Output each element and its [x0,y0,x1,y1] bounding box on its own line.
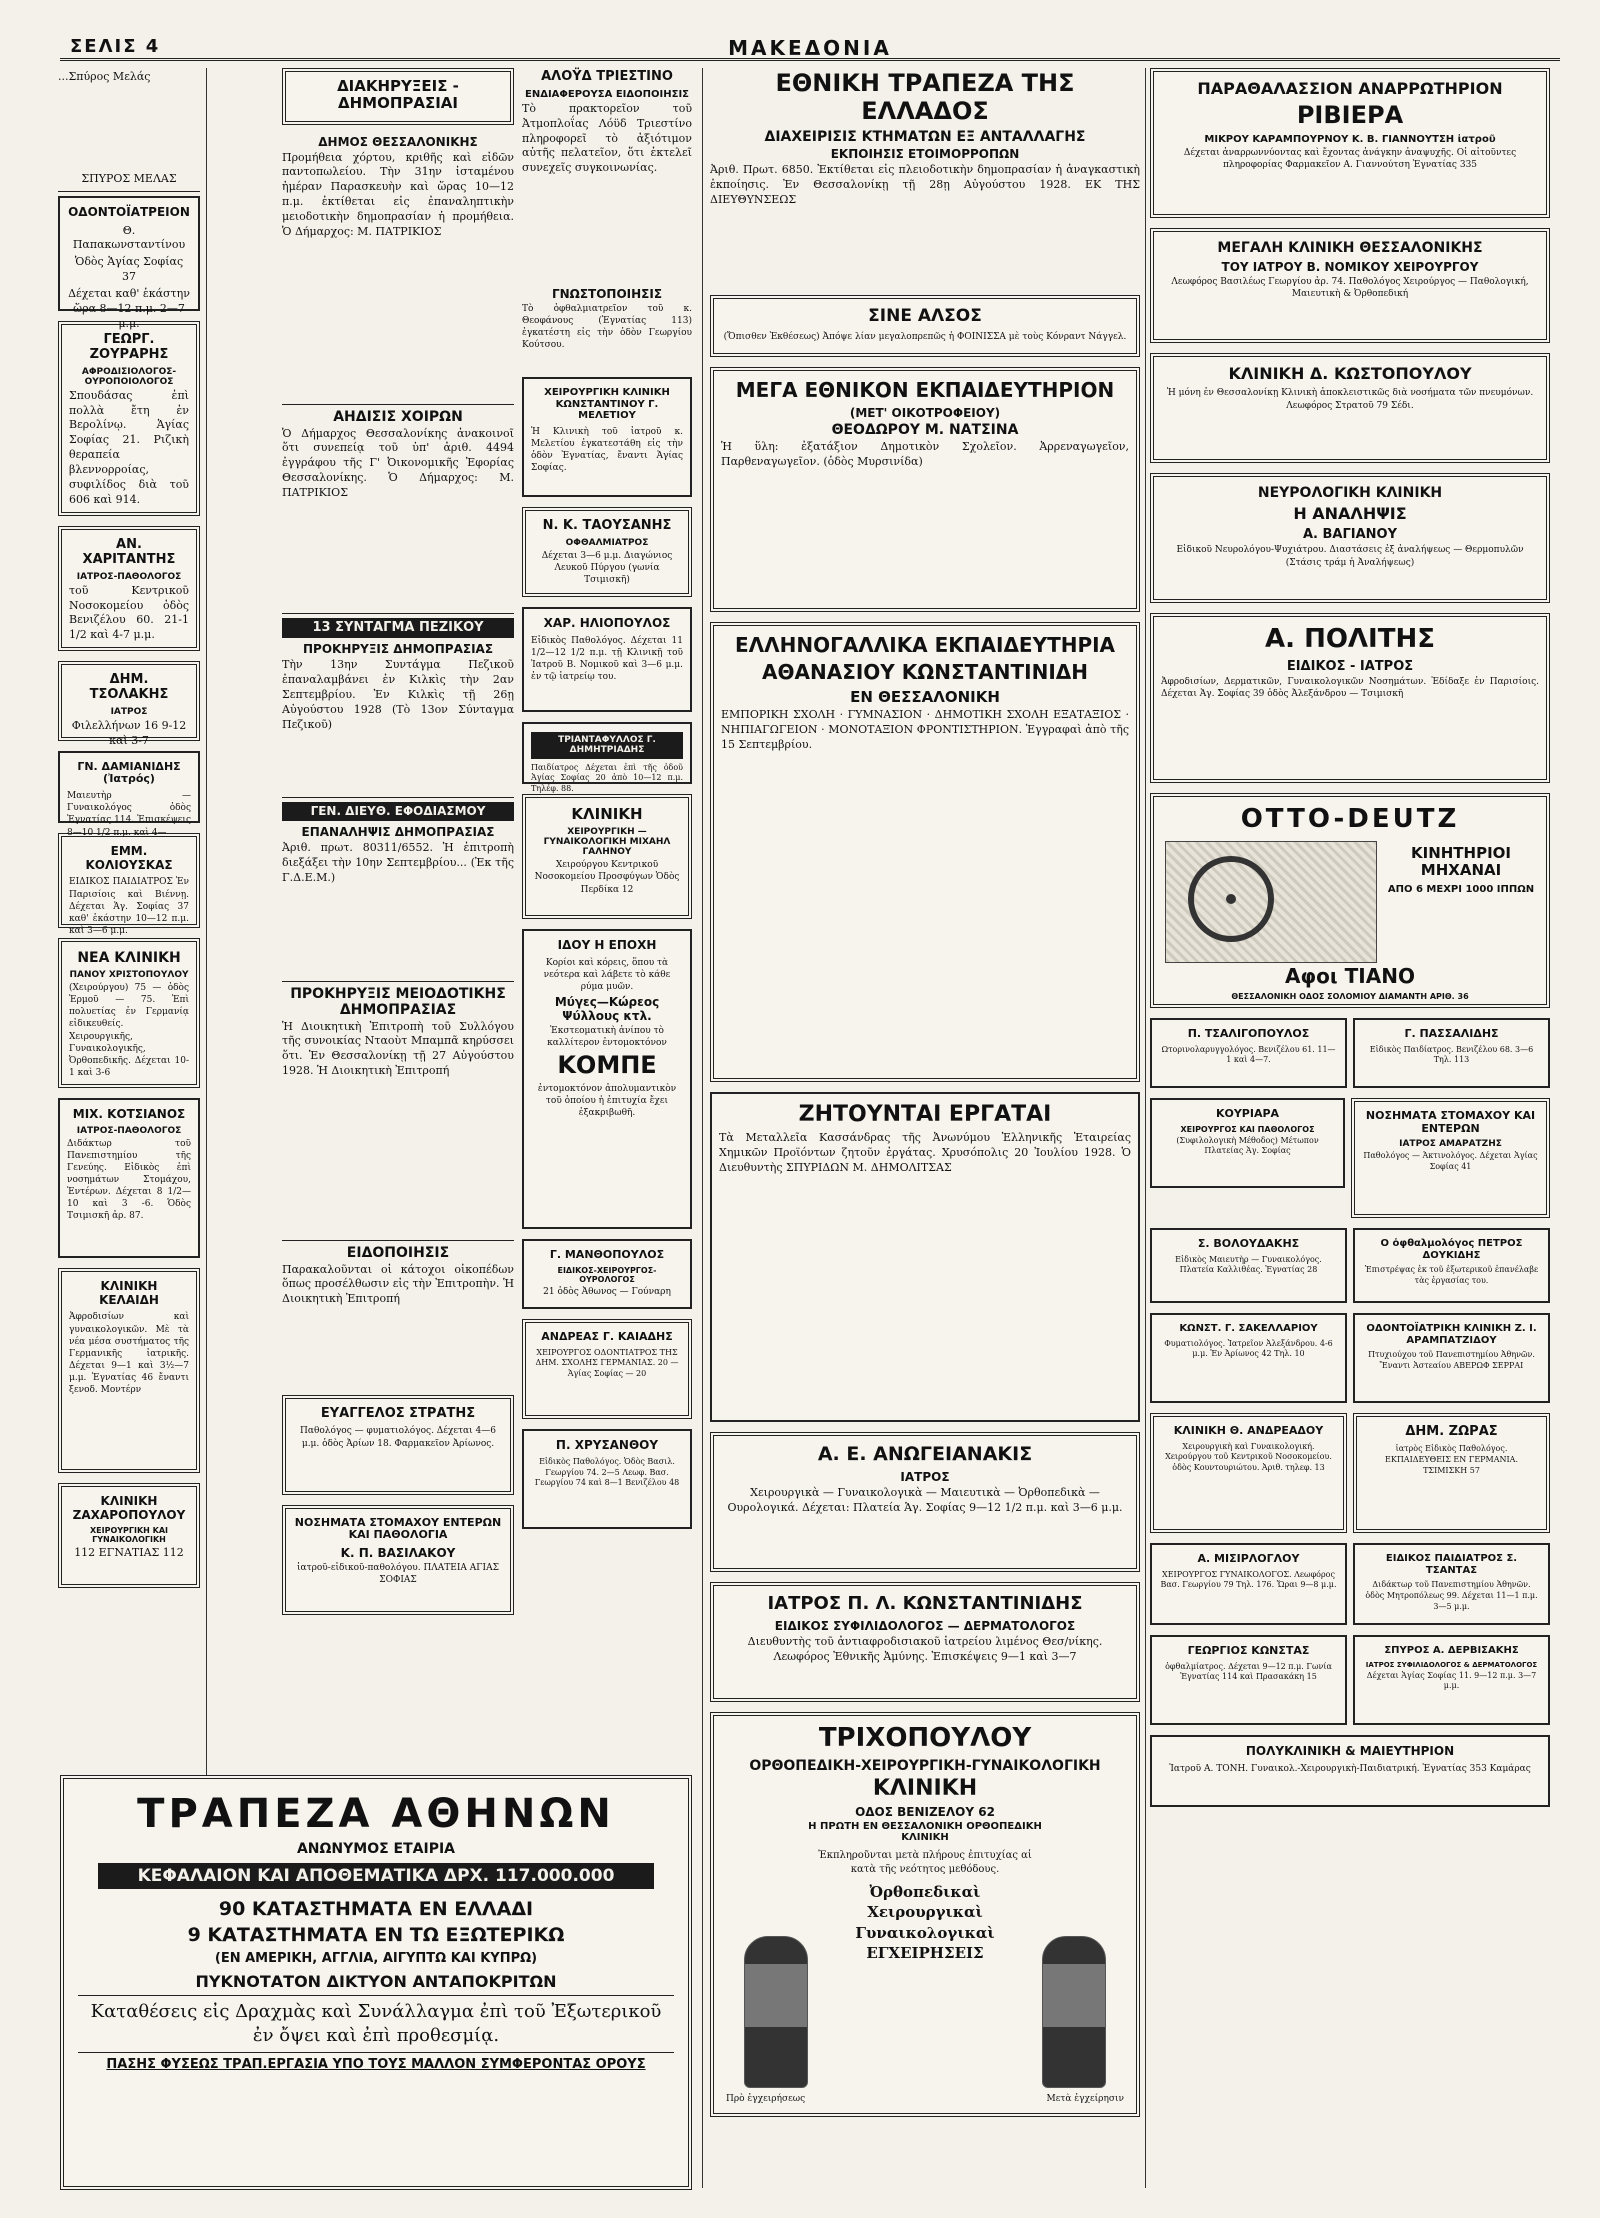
ad-address: ΟΔΟΣ ΒΕΝΙΖΕΛΟΥ 62 [855,1805,995,1820]
notice-body: Τὸ ὀφθαλμιατρεῖον τοῦ κ. Θεοφάνους (Ἐγνατίας 113) ἐγκατέστη εἰς τὴν ὁδὸν Γεωργίου Κούτσου. [522,304,692,351]
ad-row [1150,1313,1550,1413]
ad-title: Α. ΠΟΛΙΤΗΣ [1265,624,1435,654]
ad-row [1150,1635,1550,1735]
ad-title: ΑΝΔΡΕΑΣ Γ. ΚΑΙΑΔΗΣ [541,1330,673,1343]
ad-body: Δέχεται Ἁγίας Σοφίας 11. 9—12 π.μ. 3—7 μ.μ. [1366,1670,1537,1691]
ad-dukidis [1353,1228,1550,1303]
ad-body: Ἡ Κλινικὴ τοῦ ἰατροῦ κ. Μελετίου ἐγκατεστάθη εἰς τὴν ὁδὸν Ἐγνατίας, ἔναντι Ἁγίας Σοφίας. [531,426,683,473]
divider [282,1240,514,1241]
ad-title: ΚΟΥΡΙΑΡΑ [1215,1107,1280,1120]
ad-national-bank [710,70,1140,295]
ad-title: Π. ΤΣΑΛΙΓΟΠΟΥΛΟΣ [1187,1027,1310,1040]
ad-title: Γ. ΜΑΝΘΟΠΟΥΛΟΣ [549,1248,665,1261]
ad-subtitle: ΕΙΔΙΚΟΣ - ΙΑΤΡΟΣ [1286,658,1414,674]
ad-title: ΝΕΑ ΚΛΙΝΙΚΗ [77,949,181,966]
ad-body: Σπουδάσας ἐπὶ πολλὰ ἔτη ἐν Βερολίνῳ. Ἁγίας Σοφίας 21. Ριζικὴ θεραπεία βλεννορροίας, συφιλίδος διὰ τοῦ 606 καὶ 914. [69,388,189,506]
ad-body: Ωτορινολαρυγγολόγος. Βενιζέλου 61. 11—1 καὶ 4—7. [1161,1044,1336,1065]
ad-title: ΤΡΙΑΝΤΑΦΥΛΛΟΣ Γ. ΔΗΜΗΤΡΙΑΔΗΣ [531,732,683,759]
ad-title: Α. Ε. ΑΝΩΓΕΙΑΝΑΚΙΣ [817,1443,1033,1465]
ad-title: ΟΔΟΝΤΟΪΑΤΡΙΚΗ ΚΛΙΝΙΚΗ Ζ. Ι. ΑΡΑΜΠΑΤΖΙΔΟΥ [1366,1323,1537,1346]
column-3 [710,68,1140,2127]
ad-vasilakou [282,1505,514,1615]
ad-body: Ἐπιστρέψας ἐκ τοῦ ἐξωτερικοῦ ἐπανέλαβε τὰς ἐργασίας του. [1364,1265,1539,1285]
ad-body: 21 ὁδὸς Ἀθωνος — Γούναρη [543,1286,671,1297]
ad-title: ΝΟΣΗΜΑΤΑ ΣΤΟΜΑΧΟΥ ΚΑΙ ΕΝΤΕΡΩΝ [1365,1109,1536,1135]
bank-branches-greece: 90 ΚΑΤΑΣΤΗΜΑΤΑ ΕΝ ΕΛΛΑΔΙ [218,1898,534,1920]
ad-manthopoulos [522,1239,692,1309]
ad-footer: Ὀρθοπεδικαὶ Χειρουργικαὶ Γυναικολογικαὶ ΕΓΧΕΙΡΗΣΕΙΣ [855,1883,995,1962]
ad-natsina-school [710,367,1140,612]
column-divider [1145,68,1146,2188]
ad-subtitle: Κ. Π. ΒΑΣΙΛΑΚΟΥ [340,1545,456,1560]
page-number: ΣΕΛΙΣ 4 [70,36,161,57]
ad-title: ΔΗΜ. ΖΩΡΑΣ [1405,1424,1498,1439]
ad-title: ΕΘΝΙΚΗ ΤΡΑΠΕΖΑ ΤΗΣ ΕΛΛΑΔΟΣ [775,69,1075,125]
ad-body: Ἐκπληροῦνται μετὰ πλήρους ἐπιτυχίας αἱ κατὰ τῆς νεότητος μεθόδους. [818,1850,1032,1875]
ad-body: Δέχεται ἀναρρωννύοντας καὶ ἔχοντας ἀνάγκην ἀναψυχῆς. Οἱ αἰτοῦντες πληροφορίας Φαρμακεῖον Α. Γιαννούτση Ἐγνατίας 335 [1183,147,1517,171]
ad-row [1150,1098,1550,1228]
ad-title: ΕΙΔΙΚΟΣ ΠΑΙΔΙΑΤΡΟΣ Σ. ΤΣΑΝΤΑΣ [1385,1553,1518,1576]
ad-title: ΟΔΟΝΤΟΪΑΤΡΕΙΟΝ [68,204,190,219]
ad-subtitle-2: ΕΚΠΟΙΗΣΙΣ ΕΤΟΙΜΟΡΡΟΠΩΝ [830,147,1020,162]
ad-body: (Συφιλολογικὴ Μέθοδος) Μέτωπον Πλατείας Ἁγ. Σοφίας [1176,1135,1319,1156]
product-name: ΚΟΜΠΕ [557,1050,657,1079]
ad-title: ΓΕΩΡΓ. ΖΟΥΡΑΡΗΣ [89,331,169,362]
ad-body: Χειρούργου Κεντρικοῦ Νοσοκομείου Προσφύγων Ὁδὸς Περδίκα 12 [534,860,680,895]
ad-subtitle-2: ΜΙΚΡΟΥ ΚΑΡΑΜΠΟΥΡΝΟΥ Κ. Β. ΓΙΑΝΝΟΥΤΣΗ ἰατροῦ [1204,133,1496,145]
ad-neuro-clinic [1150,473,1550,603]
ad-body: Ἡ ὕλη: ἐξατάξιον Δημοτικὸν Σχολεῖον. Ἀρρεναγωγεῖον, Παρθεναγωγεῖον. (ὁδὸς Μυρσινίδα) [721,440,1129,468]
ad-subtitle-2: Α. ΒΑΓΙΑΝΟΥ [1302,527,1398,543]
ad-toni-polyclinic [1150,1735,1550,1807]
ad-address: 112 ΕΓΝΑΤΙΑΣ 112 [74,1546,184,1560]
ad-title: ΕΛΛΗΝΟΓΑΛΛΙΚΑ ΕΚΠΑΙΔΕΥΤΗΡΙΑ [734,633,1116,657]
article-signature: ΣΠΥΡΟΣ ΜΕΛΑΣ [81,172,177,185]
ad-address: ΘΕΣΣΑΛΟΝΙΚΗ ΟΔΟΣ ΣΟΛΟΜΙΟΥ ΔΙΑΜΑΝΤΗ ΑΡΙΘ. 36 [1231,991,1469,1001]
ad-title: ΝΕΥΡΟΛΟΓΙΚΗ ΚΛΙΝΙΚΗ [1257,485,1443,501]
ad-row [1150,1228,1550,1313]
ad-subtitle: ΤΟΥ ΙΑΤΡΟΥ Β. ΝΟΜΙΚΟΥ ΧΕΙΡΟΥΡΓΟΥ [1221,260,1479,275]
ad-body: Διδάκτωρ τοῦ Πανεπιστημίου τῆς Γενεύης. Εἰδικὸς ἐπὶ νοσημάτων Στομάχου, Ἐντέρων. Δέχεται 8 1/2—10 καὶ 3 -6. Ὁδὸς Τσιμισκῆ ἀρ. 87. [67,1138,191,1222]
ad-title: Π. ΧΡΥΣΑΝΘΟΥ [555,1438,659,1452]
ad-subtitle-2: ΚΛΙΝΙΚΗ [872,1775,978,1801]
ad-address: Ὁδὸς Ἁγίας Σοφίας 37 [74,255,184,284]
ad-body: Κορίοι καὶ κόρεις, ὅπου τὰ νεότερα καὶ λάβετε τὸ κάθε ρύμα μυῶν. [543,957,671,993]
ad-body: Ἀριθ. Πρωτ. 6850. Ἐκτίθεται εἰς πλειοδοτικὴν δημοπρασίαν ἡ ἀναγκαστικὴ ἐκποίησις. Ἐν Θεσσαλονίκῃ τῇ 28ῃ Αὐγούστου 1928. ΕΚ ΤΗΣ ΔΙΕΥΘΥΝΣΕΩΣ [710,163,1140,206]
ad-body: Πτυχιούχου τοῦ Πανεπιστημίου Ἀθηνῶν. Ἔναντι Ἀστεαίου ΑΒΕΡΩΦ ΣΕΡΡΑΙ [1368,1350,1535,1370]
ad-stratis [282,1395,514,1495]
notice-tender [282,986,514,1236]
ad-body: Διδάκτωρ τοῦ Πανεπιστημίου Ἀθηνῶν. ὁδὸς Μητροπόλεως 99. Δέχεται 11—1 π.μ. 3—5 μ.μ. [1365,1580,1538,1611]
notice-pigs [282,409,514,609]
ad-body: τοῦ Κεντρικοῦ Νοσοκομείου ὁδὸς Βενιζέλου 60. 21-1 1/2 καὶ 4-7 μ.μ. [69,583,189,642]
ad-kelaidi [58,1268,200,1473]
flywheel-icon [1188,856,1274,942]
ad-subtitle: ΠΑΝΟΥ ΧΡΙΣΤΟΠΟΥΛΟΥ [69,969,189,980]
bank-countries: (ΕΝ ΑΜΕΡΙΚΗ, ΑΓΓΛΙΑ, ΑΙΓΥΠΤΩ ΚΑΙ ΚΥΠΡΩ) [214,1950,538,1966]
column-divider [702,68,703,2188]
ad-body: Παθολόγος — Ἀκτινολόγος. Δέχεται Ἁγίας Σοφίας 41 [1363,1151,1538,1172]
ad-title: ΑΛΟΫΔ ΤΡΙΕΣΤΙΝΟ [541,69,673,84]
ad-galinou [522,794,692,919]
ad-sakellariou [1150,1313,1347,1403]
ad-meletiou [522,377,692,497]
ad-title: ΠΑΡΑΘΑΛΑΣΣΙΟΝ ΑΝΑΡΡΩΤΗΡΙΟΝ [1197,79,1503,98]
ad-title: Γ. ΠΑΣΣΑΛΙΔΗΣ [1404,1027,1499,1040]
bank-subtitle: ΑΝΩΝΥΜΟΣ ΕΤΑΙΡΙΑ [296,1841,456,1857]
ad-body: Ἰατροῦ Α. ΤΟΝΗ. Γυναικολ.-Χειρουργικὴ-Παιδιατρική. Ἐγνατίας 353 Καμάρας [1169,1763,1531,1774]
ad-subtitle: ΕΙΔΙΚΟΣ-ΧΕΙΡΟΥΡΓΟΣ-ΟΥΡΟΛΟΓΟΣ [557,1265,657,1284]
ad-body: Τὰ Μεταλλεῖα Κασσάνδρας τῆς Ἀνωνύμου Ἑλληνικῆς Ἑταιρείας Χημικῶν Προϊόντων ζητοῦν ἐργάτας. Χρυσόπολις 20 Ἰουλίου 1928. Ὁ Διευθυντὴς ΣΠΥΡΙΔΩΝ Μ. ΔΗΜΟΛΙΤΣΑΣ [719,1131,1131,1174]
divider [58,191,200,192]
ad-title: ΜΙΧ. ΚΟΤΣΙΑΝΟΣ [72,1106,186,1121]
ad-konstantinidi-school [710,622,1140,1082]
column-4 [1150,68,1550,1817]
notice-gnostopoiisis [522,287,692,377]
notice-title: 13 ΣΥΝΤΑΓΜΑ ΠΕΖΙΚΟΥ [282,618,514,639]
notice-subtitle: ΠΡΟΚΗΡΥΞΙΣ ΔΗΜΟΠΡΑΣΙΑΣ [302,642,494,657]
ad-title: ΧΕΙΡΟΥΡΓΙΚΗ ΚΛΙΝΙΚΗ ΚΩΝΣΤΑΝΤΙΝΟΥ Γ. ΜΕΛΕΤΙΟΥ [544,387,670,421]
ad-kolioukas [58,833,200,936]
notice-body: Τὴν 13ην Συντάγμα Πεζικοῦ ἐπαναλαμβάνει ἐν Κιλκὶς τὴν 2αν Σεπτεμβρίου. Ἐν Κιλκὶς τῇ 26ῃ Αὐγούστου 1928 (Τὸ 13ον Σύνταγμα Πεζικοῦ) [282,658,514,731]
ad-zoras [1353,1413,1550,1533]
ad-konstantinidis [710,1582,1140,1702]
ad-subtitle: ΙΑΤΡΟΣ [900,1469,950,1484]
ad-iliopoulos [522,607,692,712]
ad-subtitle: (ΜΕΤ' ΟΙΚΟΤΡΟΦΕΙΟΥ) [849,406,1001,420]
ad-body: ὀφθαλμίατρος. Δέχεται 9—12 π.μ. Γωνία Ἐγνατίας 114 καὶ Πρασακάκη 15 [1165,1661,1332,1682]
divider [282,404,514,405]
ad-trichopoulou-clinic [710,1712,1140,2117]
ad-body: Τὸ πρακτορεῖον τοῦ Ἀτμοπλοΐας Λόϋδ Τριεστίνο πληροφορεῖ τὸ ἀξιότιμον αὐτῆς πελατεῖον, ὅτι ἐκτελεῖ συνεχεῖς συγκοινωνίας. [522,101,692,175]
ad-row [1150,1018,1550,1098]
ad-body: Εἰδικοῦ Νευρολόγου-Ψυχιάτρου. Διαστάσεις ἐξ ἀναλήψεως — Θερμοπυλῶν (Στάσις τράμ ἡ Ἀναλήψεως) [1176,545,1524,568]
ad-dimitriadis [522,722,692,794]
ad-title: ΚΛΙΝΙΚΗ Δ. ΚΩΣΤΟΠΟΥΛΟΥ [1228,364,1472,383]
ad-subtitle: ΡΙΒΙΕΡΑ [1296,101,1404,130]
ad-subtitle: ΧΕΙΡΟΥΡΓΙΚΗ — ΓΥΝΑΙΚΟΛΟΓΙΚΗ ΜΙΧΑΗΛ ΓΑΛΗΝΟΥ [543,827,671,858]
ad-aloyd [522,70,692,285]
ad-body: Ἐκστεοματικὴ ἀνίπου τὸ καλλίτερον ἐντομοκτόνον [547,1026,667,1049]
ad-tagline: Η ΠΡΩΤΗ ΕΝ ΘΕΣΣΑΛΟΝΙΚΗ ΟΡΘΟΠΕΔΙΚΗ ΚΛΙΝΙΚΗ [808,1821,1042,1844]
ad-body: Μαιευτὴρ — Γυναικολόγος ὁδὸς Ἐγνατίας 114. Ἐπισκέψεις 8—10 1/2 π.μ. καὶ 4— [67,791,191,838]
ad-subtitle: ΧΕΙΡΟΥΡΓΙΚΗ ΚΑΙ ΓΥΝΑΙΚΟΛΟΓΙΚΗ [89,1526,169,1545]
ad-kriara [1150,1098,1345,1188]
ad-subtitle: ΟΡΘΟΠΕΔΙΚΗ-ΧΕΙΡΟΥΡΓΙΚΗ-ΓΥΝΑΙΚΟΛΟΓΙΚΗ [749,1757,1101,1774]
ad-nea-kliniki [58,938,200,1088]
patient-after-illustration [1042,1936,1106,2088]
ad-pests: Μύγες—Κώρεος Ψύλλους κτλ. [554,995,660,1024]
ad-body: Ἀφροδισίων καὶ γυναικολογικῶν. Μὲ τὰ νέα μέσα συστήματος τῆς Γερμανικῆς ἰατρικῆς. Δέχεται 9—1 καὶ 3½—7 μ.μ. Ἐγνατίας 46 ἔναντι ξενοδ. Μοντέρν [69,1312,189,1396]
column-1 [58,68,200,1598]
ad-subtitle: ΙΑΤΡΟΣ-ΠΑΘΟΛΟΓΟΣ [76,1125,182,1136]
ad-chrysanthou [522,1429,692,1529]
caption-before: Πρὸ ἐγχειρήσεως [726,2093,806,2104]
ad-body: Παθολόγος — φυματιολόγος. Δέχεται 4—6 μ.μ. ὁδὸς Ἀρίων 18. Φαρμακεῖον Ἀρίωνος. [300,1426,496,1449]
ad-title: Σ. ΒΟΛΟΥΔΑΚΗΣ [1197,1237,1300,1250]
engine-illustration [1165,841,1377,963]
divider [282,981,514,982]
ad-arampatzidou [1353,1313,1550,1403]
notice-body: Προμήθεια χόρτου, κριθῆς καὶ εἰδῶν παντοπωλείου. Τὴν 31ην ἰσταμένου ἡμέραν Παρασκευὴν καὶ ὥρας 10—12 π.μ. ἐκτίθεται εἰς ἐπαναληπτικὴν μειοδοτικὴν δημοπρασίαν ἡ προμήθεια. Ὁ Δήμαρχος: Μ. ΠΑΤΡΙΚΙΟΣ [282,150,514,238]
ad-subtitle: ΙΑΤΡΟΣ ΣΥΦΙΛΙΔΟΛΟΓΟΣ & ΔΕΡΜΑΤΟΛΟΓΟΣ [1365,1660,1538,1669]
ad-subtitle: ΕΙΔΙΚΟΣ ΣΥΦΙΛΙΔΟΛΟΓΟΣ — ΔΕΡΜΑΤΟΛΟΓΟΣ [774,1618,1076,1633]
ad-body: ἰατρὸς Εἰδικὸς Παθολόγος. ΕΚΠΑΙΔΕΥΘΕΙΣ ΕΝ ΓΕΡΜΑΝΙΑ. ΤΣΙΜΙΣΚΗ 57 [1385,1443,1518,1475]
ad-body: ΧΕΙΡΟΥΡΓΟΣ ΟΔΟΝΤΙΑΤΡΟΣ ΤΗΣ ΔΗΜ. ΣΧΟΛΗΣ ΓΕΡΜΑΝΙΑΣ. 20 — Ἁγίας Σοφίας — 20 [535,1347,679,1379]
ad-workers-wanted [710,1092,1140,1422]
bank-capital: ΚΕΦΑΛΑΙΟΝ ΚΑΙ ΑΠΟΘΕΜΑΤΙΚΑ ΔΡΧ. 117.000.000 [98,1863,654,1889]
ad-voloudakis [1150,1228,1347,1303]
ad-subtitle-2: ΕΝ ΘΕΣΣΑΛΟΝΙΚΗ [850,688,1000,706]
ad-konstas [1150,1635,1347,1725]
notice-regiment [282,618,514,793]
ad-amaratzis [1351,1098,1550,1218]
ad-title: ΧΑΡ. ΗΛΙΟΠΟΥΛΟΣ [543,616,671,630]
notice-body: Παρακαλοῦνται οἱ κάτοχοι οἰκοπέδων ὅπως προσέλθωσιν εἰς τὴν Ἐπιτροπὴν. Ἡ Διοικητικὴ Ἐπιτροπή [282,1262,514,1306]
ad-subtitle: ΙΑΤΡΟΣ ΑΜΑΡΑΤΖΗΣ [1399,1139,1502,1150]
ad-kombe [522,929,692,1229]
notice-title: ΓΕΝ. ΔΙΕΥΘ. ΕΦΟΔΙΑΣΜΟΥ [282,802,514,822]
bank-terms: ΠΑΣΗΣ ΦΥΣΕΩΣ ΤΡΑΠ.ΕΡΓΑΣΙΑ ΥΠΟ ΤΟΥΣ ΜΑΛΛΟΝ ΣΥΜΦΕΡΟΝΤΑΣ ΟΡΟΥΣ [106,2057,646,2073]
divider [282,797,514,798]
ad-subtitle: ΕΝΔΙΑΦΕΡΟΥΣΑ ΕΙΔΟΠΟΙΗΣΙΣ [525,88,689,100]
ad-title: ΣΠΥΡΟΣ Α. ΔΕΡΒΙΣΑΚΗΣ [1384,1645,1519,1656]
ad-zouraris [58,321,200,516]
ad-body: Εἰδικὸς Παθολόγος. Ὁδὸς Βασιλ. Γεωργίου 74. 2—5 Λεωφ. Βασ. Γεωργίου 74 καὶ 8—1 Βενιζέλου 48 [534,1456,680,1488]
notice-title: ΑΗΔΙΣΙΣ ΧΟΙΡΩΝ [333,408,463,425]
ad-body: Εἰδικὸς Μαιευτὴρ — Γυναικολόγος. Πλατεία Καλλιθέας. Ἐγνατίας 28 [1175,1254,1322,1275]
notice-announcement [282,1245,514,1395]
notice-body: Ἡ Διοικητικὴ Ἐπιτροπὴ τοῦ Συλλόγου τῆς συνοικίας Νταοὺτ Μπαμπᾶ κηρύσσει ὅτι. Ἐν Θεσσαλονίκῃ τῇ 27 Αὐγούστου 1928. Ἡ Διοικητικὴ Ἐπιτροπή [282,1019,514,1078]
masthead [60,36,1560,61]
ad-zacharopoulou [58,1483,200,1588]
ad-taousanis [522,507,692,597]
ad-title: Ν. Κ. ΤΑΟΥΣΑΝΗΣ [542,518,672,533]
ad-title: ΕΜΜ. ΚΟΛΙΟΥΣΚΑΣ [85,843,173,872]
bank-title: ΤΡΑΠΕΖΑ ΑΘΗΝΩΝ [137,1791,615,1837]
divider [282,613,514,614]
ad-cine-alsos [710,295,1140,357]
ad-body: Λεωφόρος Βασιλέως Γεωργίου ἀρ. 74. Παθολόγος Χειρούργος — Παθολογική, Μαιευτικὴ & Ὀρθοπεδική [1171,277,1529,300]
ad-riviera [1150,68,1550,218]
ad-title: ΠΟΛΥΚΛΙΝΙΚΗ & ΜΑΙΕΥΤΗΡΙΟΝ [1245,1744,1455,1758]
bank-deposits: Καταθέσεις εἰς Δραχμὰς καὶ Συνάλλαγμα ἐπὶ τοῦ Ἐξωτερικοῦ ἐν ὄψει καὶ ἐπὶ προθεσμίᾳ. [90,2000,662,2046]
ad-title: ΚΛΙΝΙΚΗ ΖΑΧΑΡΟΠΟΥΛΟΥ [72,1493,186,1522]
ad-title: ΓΝ. ΔΑΜΙΑΝΙΔΗΣ (Ἰατρός) [77,759,181,786]
ad-hours: Δέχεται καθ' ἑκάστην ὥρα 8—12 π.μ. 2—7 μ.μ. [68,287,190,330]
ad-body: Φυματιολόγος. Ἰατρεῖον Ἀλεξάνδρου. 4-6 μ.μ. Ἐν Ἀρίωνος 42 Τηλ. 10 [1164,1338,1333,1359]
divider [78,1995,674,1996]
ad-row [1150,1543,1550,1635]
ad-body: Φιλελλήνων 16 9-12 καὶ 3-7 [71,718,187,747]
ad-agent: Αφοι ΤΙΑΝΟ [1285,963,1415,988]
ad-body: Εἰδικὸς Παιδίατρος. Βενιζέλου 68. 3—6 Τηλ. 113 [1369,1044,1534,1065]
ad-body: (Χειρούργου) 75 — ὁδὸς Ἑρμοῦ — 75. Ἐπὶ πολυετίας ἐν Γερμανίᾳ εἰδικευθείς. Χειρουργικῆς, Γυναικολογικῆς, Ὀρθοπεδικῆς. Δέχεται 10-1 καὶ 3-6 [69,982,189,1078]
ad-tsolakis [58,661,200,747]
ad-body: ἐντομοκτόνον ἀπολυμαντικὸν τοῦ ὁποίου ἡ ἐπιτυχία ἔχει ἐξακριβωθῆ. [537,1084,677,1119]
ad-body: Παιδίατρος Δέχεται ἐπὶ τῆς ὁδοῦ Ἁγίας Σοφίας 20 ἀπὸ 10—12 π.μ. Τηλέφ. 88. [531,762,683,794]
ad-title: Α. ΜΙΣΙΡΛΟΓΛΟΥ [1197,1552,1300,1565]
ad-title: ΝΟΣΗΜΑΤΑ ΣΤΟΜΑΧΟΥ ΕΝΤΕΡΩΝ ΚΑΙ ΠΑΘΟΛΟΓΙΑ [294,1515,502,1542]
notice-subtitle: ΕΠΑΝΑΛΗΨΙΣ ΔΗΜΟΠΡΑΣΙΑΣ [301,825,495,840]
ad-odontoiatreion [58,196,200,330]
ad-title: ΙΔΟΥ Η ΕΠΟΧΗ [557,938,657,952]
section-title: ΔΙΑΚΗΡΥΞΕΙΣ - ΔΗΜΟΠΡΑΣΙΑΙ [337,77,459,113]
divider [78,2052,674,2053]
ad-andreadou [1150,1413,1347,1533]
ad-subtitle: ΔΙΑΧΕΙΡΙΣΙΣ ΚΤΗΜΑΤΩΝ ΕΞ ΑΝΤΑΛΛΑΓΗΣ [764,129,1086,146]
patient-before-illustration [744,1936,808,2088]
ad-tsantas [1353,1543,1550,1625]
ad-row [1150,1413,1550,1543]
ad-title: ΓΕΩΡΓΙΟΣ ΚΩΝΣΤΑΣ [1187,1644,1310,1657]
ad-damianidis [58,751,200,838]
ad-title: ΚΛΙΝΙΚΗ Θ. ΑΝΔΡΕΑΔΟΥ [1173,1424,1324,1437]
notice-title: ΔΗΜΟΣ ΘΕΣΣΑΛΟΝΙΚΗΣ [318,134,478,149]
ad-dervisakis [1353,1635,1550,1725]
ad-title: ΜΕΓΑ ΕΘΝΙΚΟΝ ΕΚΠΑΙΔΕΥΤΗΡΙΟΝ [735,378,1115,402]
ad-title: ΚΛΙΝΙΚΗ [571,805,643,823]
bank-branches-abroad: 9 ΚΑΤΑΣΤΗΜΑΤΑ ΕΝ ΤΩ ΕΞΩΤΕΡΙΚΩ [187,1923,565,1946]
section-header-auctions [282,68,514,125]
newspaper-name: ΜΑΚΕΔΟΝΙΑ [728,36,892,60]
ad-body: Δέχεται 3—6 μ.μ. Διαγώνιος Λευκοῦ Πύργου (γωνία Τσιμισκῆ) [541,550,673,586]
ad-body: ἰατροῦ-εἰδικοῦ-παθολόγου. ΠΛΑΤΕΙΑ ΑΓΙΑΣ ΣΟΦΙΑΣ [297,1562,499,1585]
ad-politis [1150,613,1550,783]
ad-title: ΚΛΙΝΙΚΗ ΚΕΛΑΙΔΗ [99,1278,159,1307]
notice-title: ΓΝΩΣΤΟΠΟΙΗΣΙΣ [551,287,663,301]
notice-title: ΕΙΔΟΠΟΙΗΣΙΣ [346,1244,450,1261]
article-fragment: ...Σπύρος Μελάς [58,70,151,83]
ad-body: ΕΜΠΟΡΙΚΗ ΣΧΟΛΗ · ΓΥΜΝΑΣΙΟΝ · ΔΗΜΟΤΙΚΗ ΣΧΟΛΗ ΕΞΑΤΑΞΙΟΣ · ΝΗΠΙΑΓΩΓΕΙΟΝ · ΜΟΝΟΤΑΞΙΟΝ ΦΡΟΝΤΙΣΤΗΡΙΟΝ. Ἐγγραφαὶ ἀπὸ τῆς 15 Σεπτεμβρίου. [721,708,1129,751]
ad-subtitle: Η ΑΝΑΛΗΨΙΣ [1293,504,1407,524]
ad-title: ΙΑΤΡΟΣ Π. Λ. ΚΩΝΣΤΑΝΤΙΝΙΔΗΣ [767,1593,1083,1614]
ad-subtitle: ΧΕΙΡΟΥΡΓΟΣ ΚΑΙ ΠΑΘΟΛΟΓΟΣ [1180,1124,1315,1134]
ad-misirloglou [1150,1543,1347,1625]
ad-title: ΣΙΝΕ ΑΛΣΟΣ [868,306,982,326]
ad-name: Θ. Παπακωνσταντίνου [72,223,186,252]
ad-tsaligopoulos [1150,1018,1347,1088]
ad-subtitle: ΙΑΤΡΟΣ-ΠΑΘΟΛΟΓΟΣ [76,571,182,582]
ad-nomikou [1150,228,1550,343]
ad-title: ΤΡΙΧΟΠΟΥΛΟΥ [818,1723,1032,1753]
notice-supplies [282,802,514,977]
bank-network: ΠΥΚΝΟΤΑΤΟΝ ΔΙΚΤΥΟΝ ΑΝΤΑΠΟΚΡΙΤΩΝ [195,1971,557,1991]
ad-otto-deutz [1150,793,1550,1008]
ad-title: ΔΗΜ. ΤΣΟΛΑΚΗΣ [89,671,169,702]
ad-kotsianos [58,1098,200,1258]
ad-subtitle: ΑΘΑΝΑΣΙΟΥ ΚΩΝΣΤΑΝΤΙΝΙΔΗ [762,660,1088,684]
ad-kostopoulou [1150,353,1550,463]
notice-title: ΠΡΟΚΗΡΥΞΙΣ ΜΕΙΟΔΟΤΙΚΗΣ ΔΗΜΟΠΡΑΣΙΑΣ [290,985,506,1018]
notice-municipality [282,135,514,400]
ad-title: ΖΗΤΟΥΝΤΑΙ ΕΡΓΑΤΑΙ [798,1102,1052,1127]
column-2 [282,68,692,1758]
ad-charitantis [58,526,200,651]
ad-title: ΑΝ. ΧΑΡΙΤΑΝΤΗΣ [82,536,176,567]
ad-body: Ἡ μόνη ἐν Θεσσαλονίκῃ Κλινικὴ ἀποκλειστικῶς διὰ νοσήματα τῶν πνευμόνων. Λεωφόρος Στρατοῦ 79 Σέδι. [1166,388,1534,411]
ad-subtitle: ΑΦΡΟΔΙΣΙΟΛΟΓΟΣ-ΟΥΡΟΠΟΙΟΛΟΓΟΣ [81,366,177,387]
ad-bank-of-athens [60,1775,692,2190]
ad-body: Χειρουργικὰ — Γυναικολογικὰ — Μαιευτικὰ — Ὀρθοπεδικὰ — Ουρολογικά. Δέχεται: Πλατεία Ἁγ. Σοφίας 9—12 1/2 π.μ. καὶ 3—6 μ.μ. [727,1485,1123,1514]
ad-subtitle-2: ΘΕΟΔΩΡΟΥ Μ. ΝΑΤΣΙΝΑ [831,422,1019,438]
ad-subtitle: ΟΦΘΑΛΜΙΑΤΡΟΣ [565,537,649,548]
ad-subtitle: ΙΑΤΡΟΣ [110,706,148,717]
ad-body: (Ὄπισθεν Ἐκθέσεως) Ἀπόψε λίαν μεγαλοπρεπῶς ἡ ΦΟΙΝΙΣΣΑ μὲ τοὺς Κόνραντ Νάγγελ. [723,331,1127,342]
ad-anogeianakis [710,1432,1140,1572]
ad-title: OTTO-DEUTZ [1240,804,1460,834]
ad-body: ΧΕΙΡΟΥΡΓΟΣ ΓΥΝΑΙΚΟΛΟΓΟΣ. Λεωφόρος Βασ. Γεωργίου 79 Τηλ. 176. Ὥραι 9—8 μ.μ. [1160,1569,1337,1590]
ad-lampadaris [522,1319,692,1419]
ad-body: ΕΙΔΙΚΟΣ ΠΑΙΔΙΑΤΡΟΣ Ἐν Παρισίοις καὶ Βιέννῃ. Δέχεται Ἁγ. Σοφίας 37 καθ' ἑκάστην 10—12 π.μ. καὶ 3—6 μ.μ. [69,877,189,936]
ad-body: Εἰδικὸς Παθολόγος. Δέχεται 11 1/2—12 1/2 π.μ. τῇ Κλινικῇ τοῦ Ἰατροῦ Β. Νομικοῦ καὶ 3—6 μ.μ. ἐν τῷ ἰατρείῳ του. [531,635,683,683]
ad-body: Ἀφροδισίων, Δερματικῶν, Γυναικολογικῶν Νοσημάτων. Ἐδίδαξε ἐν Παρισίοις. Δέχεται Ἁγ. Σοφίας 39 ὁδὸς Ἀλεξάνδρου — Τσιμισκῆ [1161,676,1539,700]
notice-body: Ὁ Δήμαρχος Θεσσαλονίκης ἀνακοινοῖ ὅτι συνεπείᾳ τοῦ ὑπ' ἀριθ. 4494 ἐγγράφου τῆς Γ' Ὀικονομικῆς Ἐφορίας Θεσσαλονίκης. Ὁ Δήμαρχος: Μ. ΠΑΤΡΙΚΙΟΣ [282,426,514,499]
ad-title: ΚΩΝΣΤ. Γ. ΣΑΚΕΛΛΑΡΙΟΥ [1179,1323,1318,1334]
caption-after: Μετὰ ἐγχείρησιν [1046,2093,1124,2104]
ad-range: ΑΠΟ 6 ΜΕΧΡΙ 1000 ΙΠΠΩΝ [1387,883,1535,895]
ad-body: Χειρουργικὴ καὶ Γυναικολογική. Χειρούργου τοῦ Κεντρικοῦ Νοσοκομείου. ὁδὸς Κουντουριώτου. Ἀριθ. τηλεφ. 13 [1165,1441,1332,1473]
ad-subtitle: ΚΙΝΗΤΗΡΙΟΙ ΜΗΧΑΝΑΙ [1410,844,1511,880]
ad-title: Ο ὀφθαλμολόγος ΠΕΤΡΟΣ ΔΟΥΚΙΔΗΣ [1380,1238,1523,1261]
ad-body: Διευθυντὴς τοῦ ἀντιαφροδισιακοῦ ἰατρείου λιμένος Θεσ/νίκης. Λεωφόρος Ἐθνικῆς Ἀμύνης. Ἐπισκέψεις 9—1 καὶ 3—7 [747,1634,1103,1663]
ad-title: ΕΥΑΓΓΕΛΟΣ ΣΤΡΑΤΗΣ [320,1405,476,1421]
ad-passalidis [1353,1018,1550,1088]
ad-title: ΜΕΓΑΛΗ ΚΛΙΝΙΚΗ ΘΕΣΣΑΛΟΝΙΚΗΣ [1217,240,1483,256]
notice-body: Ἀριθ. πρωτ. 80311/6552. Ἡ ἐπιτροπὴ διεξάξει τὴν 10ην Σεπτεμβρίου... (Ἐκ τῆς Γ.Δ.Ε.Μ.) [282,841,514,884]
